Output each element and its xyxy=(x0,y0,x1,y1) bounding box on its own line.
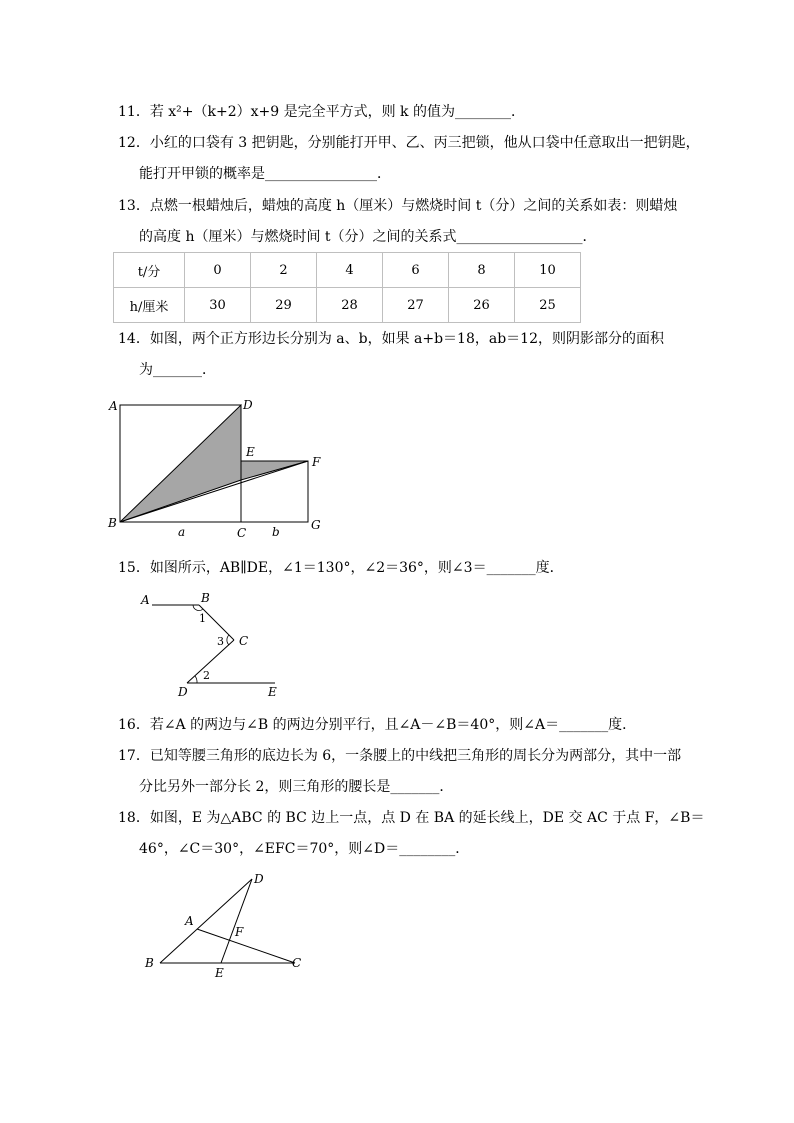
question-18-line-1: 18．如图，E 为△ABC 的 BC 边上一点，点 D 在 BA 的延长线上，DE 交 AC 于点 F，∠B＝ xyxy=(118,810,705,826)
table-cell: 29 xyxy=(251,288,317,323)
question-15: 15．如图所示，AB∥DE，∠1＝130°，∠2＝36°，则∠3＝_______度． xyxy=(118,560,564,576)
line-bd xyxy=(160,879,252,963)
label-d-vertex: D xyxy=(254,872,264,886)
label-e: E xyxy=(246,445,255,459)
label-c: C xyxy=(237,526,247,540)
label-d-vertex: D xyxy=(178,685,188,699)
label-a-vertex: A xyxy=(141,593,150,607)
question-13-line-1: 13．点燃一根蜡烛后，蜡烛的高度 h（厘米）与燃烧时间 t（分）之间的关系如表：则蜡烛 xyxy=(118,198,678,214)
label-c-vertex: C xyxy=(239,634,249,648)
table-row xyxy=(114,253,581,288)
line-ac xyxy=(197,929,295,963)
table-cell: 2 xyxy=(251,253,317,288)
label-b-vertex: B xyxy=(108,516,117,530)
question-17-line-1: 17．已知等腰三角形的底边长为 6，一条腰上的中线把三角形的周长分为两部分，其中一部 xyxy=(118,748,682,764)
table-row xyxy=(114,288,581,323)
question-12-line-2: 能打开甲锁的概率是________________． xyxy=(139,166,391,182)
table-cell: 25 xyxy=(515,288,581,323)
question-12-line-1: 12．小红的口袋有 3 把钥匙，分别能打开甲、乙、丙三把锁，他从口袋中任意取出一把钥匙， xyxy=(118,135,700,151)
table-row-header: h/厘米 xyxy=(114,288,185,323)
table-cell: 4 xyxy=(317,253,383,288)
label-f: F xyxy=(312,455,321,469)
label-b-vertex: B xyxy=(201,591,210,605)
table-cell: 27 xyxy=(383,288,449,323)
angle-3-arc xyxy=(227,635,229,645)
table-cell: 26 xyxy=(449,288,515,323)
question-16: 16．若∠A 的两边与∠B 的两边分别平行，且∠A－∠B＝40°，则∠A＝_______度． xyxy=(118,717,637,733)
label-angle-1: 1 xyxy=(199,612,206,625)
shaded-triangle-bed xyxy=(120,405,241,522)
question-14-line-1: 14．如图，两个正方形边长分别为 a、b，如果 a+b＝18，ab＝12，则阴影部分的面积 xyxy=(118,331,664,347)
time-height-table xyxy=(113,252,581,323)
table-row-header: t/分 xyxy=(114,253,185,288)
label-a-vertex: A xyxy=(185,914,194,928)
label-e-vertex: E xyxy=(268,685,277,699)
angle-2-arc xyxy=(195,676,197,683)
label-d: D xyxy=(243,398,253,412)
label-side-a: a xyxy=(178,525,186,539)
label-f-vertex: F xyxy=(235,925,244,939)
label-c-vertex: C xyxy=(292,956,302,970)
table-cell: 8 xyxy=(449,253,515,288)
table-cell: 28 xyxy=(317,288,383,323)
question-17-line-2: 分比另外一部分长 2，则三角形的腰长是_______． xyxy=(139,779,454,795)
label-a-vertex: A xyxy=(109,399,118,413)
figure-15-parallel-lines xyxy=(135,588,295,703)
line-cd xyxy=(187,640,234,683)
question-14-line-2: 为_______． xyxy=(139,362,216,378)
label-b-vertex: B xyxy=(145,956,154,970)
label-side-b: b xyxy=(272,525,280,539)
label-g: G xyxy=(311,518,321,532)
table-cell: 0 xyxy=(185,253,251,288)
table-cell: 30 xyxy=(185,288,251,323)
question-18-line-2: 46°，∠C＝30°，∠EFC＝70°，则∠D＝________． xyxy=(139,841,470,857)
label-e-vertex: E xyxy=(215,966,224,980)
question-13-line-2: 的高度 h（厘米）与燃烧时间 t（分）之间的关系式__________________． xyxy=(139,229,597,245)
label-angle-2: 2 xyxy=(203,669,210,682)
line-de xyxy=(221,879,252,963)
question-11: 11．若 x²+（k+2）x+9 是完全平方式，则 k 的值为________． xyxy=(118,104,525,120)
table-cell: 10 xyxy=(515,253,581,288)
figure-14-squares xyxy=(100,394,340,544)
label-angle-3: 3 xyxy=(217,635,224,648)
figure-18-triangle xyxy=(135,865,320,985)
table-cell: 6 xyxy=(383,253,449,288)
